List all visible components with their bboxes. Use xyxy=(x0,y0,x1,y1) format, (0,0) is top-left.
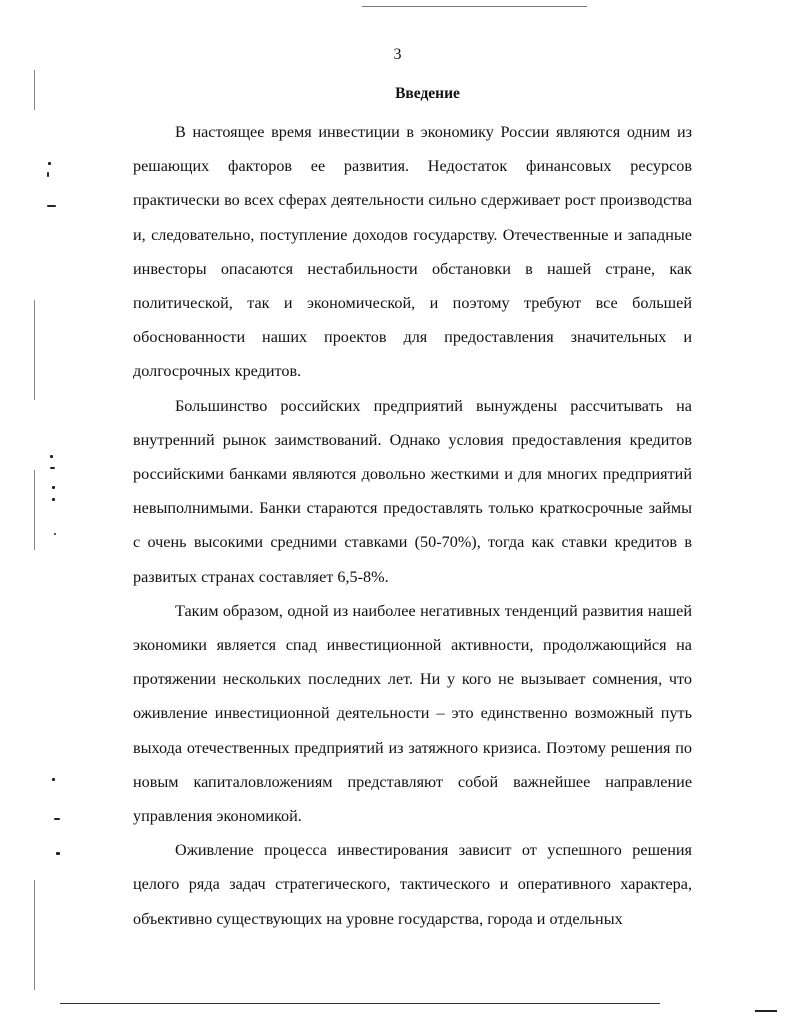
scan-artifact-speck xyxy=(52,498,55,501)
body-text xyxy=(133,115,692,936)
section-title: Введение xyxy=(395,85,460,102)
scan-artifact-bottom-rule xyxy=(60,1003,660,1004)
scan-artifact-margin-line xyxy=(34,470,35,550)
scan-artifact-speck xyxy=(50,467,55,469)
page-number: 3 xyxy=(393,46,402,63)
scan-artifact-speck xyxy=(50,455,53,458)
scan-artifact-bottom-mark xyxy=(755,1010,777,1012)
scan-artifact-speck xyxy=(47,172,49,177)
paragraph-3: Таким образом, одной из наиболее негативных тенденций развития нашей экономики является спад инвестиционной активности, продолжающийся на протяжении нескольких последних лет. Ни у кого не вызывает сомнения, что оживление инвестиционной деятельности – это единственно возможный путь выхода отечественных предприятий из затяжного кризиса. Поэтому решения по новым капиталовложениям представляют собой важнейшее направление управления экономикой. xyxy=(133,601,692,826)
scan-artifact-margin-line xyxy=(34,300,35,400)
scan-artifact-speck xyxy=(56,852,60,855)
paragraph-1: В настоящее время инвестиции в экономику России являются одним из решающих факторов ее развития. Недостаток финансовых ресурсов практически во всех сферах деятельности сильно сдерживает рост производства и, следовательно, поступление доходов государству. Отечественные и западные инвесторы опасаются нестабильности обстановки в нашей стране, как политической, так и экономической, и поэтому требуют все большей обоснованности наших проектов для предоставления значительных и долгосрочных кредитов. xyxy=(133,123,692,381)
scan-artifact-speck xyxy=(52,486,55,489)
paragraph-2: Большинство российских предприятий вынуждены рассчитывать на внутренний рынок заимствований. Однако условия предоставления кредитов российскими банками являются довольно жесткими и для многих предприятий невыполнимыми. Банки стараются предоставлять только краткосрочные займы с очень высокими средними ставками (50-70%), тогда как ставки кредитов в развитых странах составляет 6,5-8%. xyxy=(133,396,692,586)
scan-artifact-speck xyxy=(47,205,56,207)
scan-artifact-speck xyxy=(48,162,51,165)
scan-artifact-top-rule xyxy=(362,6,587,7)
scan-artifact-speck xyxy=(54,818,60,820)
paragraph-4: Оживление процесса инвестирования зависит от успешного решения целого ряда задач стратегического, тактического и оперативного характера, объективно существующих на уровне государства, города и отдельных xyxy=(133,841,692,928)
scan-artifact-speck xyxy=(54,533,56,535)
scan-artifact-margin-line xyxy=(34,880,35,990)
scan-artifact-speck xyxy=(52,778,55,781)
